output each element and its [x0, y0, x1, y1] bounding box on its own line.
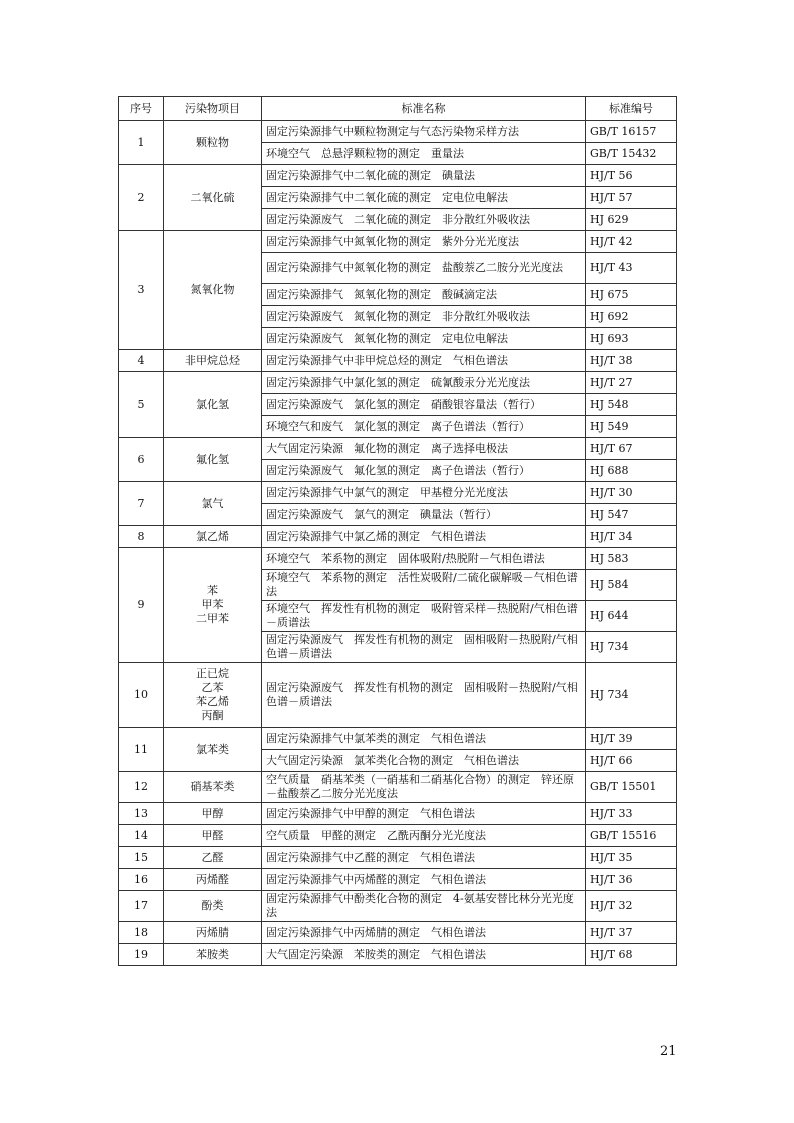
table-row [119, 803, 677, 825]
standard-code: GB/T 15516 [586, 825, 677, 847]
standards-table [118, 96, 677, 966]
standard-code: HJ/T 37 [586, 922, 677, 944]
row-number: 3 [119, 231, 164, 350]
row-number: 10 [119, 663, 164, 728]
pollutant-name: 氯苯类 [196, 742, 229, 756]
table-row [119, 438, 677, 460]
standard-name: 固定污染源排气中氮氧化物的测定 盐酸萘乙二胺分光光度法 [262, 253, 586, 284]
pollutant-name: 颗粒物 [196, 135, 229, 149]
standard-name: 固定污染源废气 氟化氢的测定 离子色谱法（暂行） [262, 460, 586, 482]
pollutant-cell [164, 372, 262, 438]
standard-name: 环境空气 挥发性有机物的测定 吸附管采样－热脱附/气相色谱－质谱法 [262, 601, 586, 632]
standard-code: HJ/T 42 [586, 231, 677, 253]
table-row [119, 372, 677, 394]
header-standard-name: 标准名称 [262, 97, 586, 121]
pollutant-name: 乙醛 [201, 850, 224, 864]
table-row [119, 891, 677, 922]
pollutant-cell [164, 350, 262, 372]
pollutant-cell [164, 825, 262, 847]
row-number: 4 [119, 350, 164, 372]
table-row [119, 922, 677, 944]
standard-code: HJ/T 33 [586, 803, 677, 825]
standard-name: 固定污染源排气中二氧化硫的测定 碘量法 [262, 165, 586, 187]
standard-name: 固定污染源排气中氯乙烯的测定 气相色谱法 [262, 526, 586, 548]
standard-name: 环境空气和废气 氯化氢的测定 离子色谱法（暂行） [262, 416, 586, 438]
row-number: 9 [119, 548, 164, 663]
standard-name: 环境空气 总悬浮颗粒物的测定 重量法 [262, 143, 586, 165]
standard-code: HJ/T 56 [586, 165, 677, 187]
pollutant-cell [164, 772, 262, 803]
standard-name: 固定污染源排气中甲醇的测定 气相色谱法 [262, 803, 586, 825]
pollutant-name: 氯化氢 [196, 397, 229, 411]
pollutant-name: 非甲烷总烃 [185, 353, 240, 367]
pollutant-name: 硝基苯类 [190, 780, 235, 793]
standard-code: HJ 692 [586, 306, 677, 328]
pollutant-name: 甲苯 [201, 598, 224, 611]
pollutant-name: 二甲苯 [196, 612, 229, 625]
row-number: 11 [119, 728, 164, 772]
pollutant-name: 甲醇 [201, 806, 224, 820]
table-row [119, 728, 677, 750]
row-number: 12 [119, 772, 164, 803]
table-row [119, 663, 677, 728]
table-row [119, 548, 677, 570]
standard-name: 固定污染源排气 氮氧化物的测定 酸碱滴定法 [262, 284, 586, 306]
standard-code: HJ/T 32 [586, 891, 677, 922]
table-header-row [119, 97, 677, 121]
standard-name: 固定污染源排气中非甲烷总烃的测定 气相色谱法 [262, 350, 586, 372]
standard-name: 固定污染源废气 挥发性有机物的测定 固相吸附－热脱附/气相色谱－质谱法 [262, 663, 586, 728]
pollutant-cell [164, 663, 262, 728]
table-row [119, 944, 677, 966]
standard-name: 固定污染源排气中二氧化硫的测定 定电位电解法 [262, 187, 586, 209]
pollutant-name: 二氧化硫 [190, 190, 235, 204]
standard-name: 固定污染源排气中氯化氢的测定 硫氰酸汞分光光度法 [262, 372, 586, 394]
pollutant-name: 乙苯 [201, 681, 224, 694]
standard-code: HJ 734 [586, 663, 677, 728]
table-row [119, 772, 677, 803]
pollutant-cell [164, 438, 262, 482]
pollutant-name: 丙烯腈 [196, 925, 229, 939]
standard-name: 固定污染源废气 氯化氢的测定 硝酸银容量法（暂行） [262, 394, 586, 416]
standard-code: HJ/T 27 [586, 372, 677, 394]
pollutant-name: 甲醛 [201, 828, 224, 842]
standard-code: HJ/T 38 [586, 350, 677, 372]
pollutant-cell [164, 548, 262, 663]
standard-code: HJ 584 [586, 570, 677, 601]
standard-name: 固定污染源排气中颗粒物测定与气态污染物采样方法 [262, 121, 586, 143]
pollutant-name: 丙酮 [201, 709, 224, 722]
pollutant-name: 氯乙烯 [196, 529, 229, 543]
row-number: 18 [119, 922, 164, 944]
pollutant-name: 正已烷 [196, 667, 229, 680]
pollutant-cell [164, 482, 262, 526]
standard-code: HJ 693 [586, 328, 677, 350]
pollutant-name: 丙烯醛 [196, 872, 229, 886]
pollutant-name: 氯气 [201, 496, 224, 510]
pollutant-cell [164, 231, 262, 350]
standard-code: HJ/T 43 [586, 253, 677, 284]
standard-name: 固定污染源排气中丙烯醛的测定 气相色谱法 [262, 869, 586, 891]
pollutant-name: 苯乙烯 [196, 695, 229, 708]
table-row [119, 350, 677, 372]
standard-name: 大气固定污染源 苯胺类的测定 气相色谱法 [262, 944, 586, 966]
table-row [119, 825, 677, 847]
pollutant-name: 氟化氢 [196, 452, 229, 466]
row-number: 19 [119, 944, 164, 966]
row-number: 16 [119, 869, 164, 891]
pollutant-name: 氮氧化物 [190, 283, 235, 296]
pollutant-cell [164, 803, 262, 825]
standard-code: HJ/T 57 [586, 187, 677, 209]
standard-code: HJ/T 39 [586, 728, 677, 750]
standard-code: HJ/T 30 [586, 482, 677, 504]
row-number: 17 [119, 891, 164, 922]
pollutant-cell [164, 526, 262, 548]
table-row [119, 526, 677, 548]
row-number: 6 [119, 438, 164, 482]
pollutant-cell [164, 728, 262, 772]
standard-name: 环境空气 苯系物的测定 固体吸附/热脱附－气相色谱法 [262, 548, 586, 570]
header-standard-code: 标准编号 [586, 97, 677, 121]
pollutant-name: 苯 [207, 584, 218, 597]
table-row [119, 847, 677, 869]
standard-code: HJ/T 66 [586, 750, 677, 772]
standard-name: 固定污染源排气中氯气的测定 甲基橙分光光度法 [262, 482, 586, 504]
table-row [119, 121, 677, 143]
standard-name: 固定污染源废气 挥发性有机物的测定 固相吸附－热脱附/气相色谱－质谱法 [262, 632, 586, 663]
standard-name: 固定污染源废气 氯气的测定 碘量法（暂行） [262, 504, 586, 526]
standard-code: HJ 547 [586, 504, 677, 526]
standard-code: HJ 644 [586, 601, 677, 632]
standard-name: 固定污染源排气中酚类化合物的测定 4-氨基安替比林分光光度法 [262, 891, 586, 922]
row-number: 15 [119, 847, 164, 869]
standard-code: HJ/T 67 [586, 438, 677, 460]
standard-code: HJ/T 36 [586, 869, 677, 891]
standard-code: HJ 548 [586, 394, 677, 416]
row-number: 14 [119, 825, 164, 847]
row-number: 7 [119, 482, 164, 526]
standard-name: 固定污染源排气中氯苯类的测定 气相色谱法 [262, 728, 586, 750]
standard-code: HJ/T 35 [586, 847, 677, 869]
pollutant-cell [164, 891, 262, 922]
table-row [119, 165, 677, 187]
standard-code: HJ 734 [586, 632, 677, 663]
table-body [119, 121, 677, 966]
standard-name: 固定污染源排气中氮氧化物的测定 紫外分光光度法 [262, 231, 586, 253]
row-number: 2 [119, 165, 164, 231]
standard-code: HJ/T 34 [586, 526, 677, 548]
standard-code: GB/T 16157 [586, 121, 677, 143]
standard-name: 固定污染源废气 二氧化硫的测定 非分散红外吸收法 [262, 209, 586, 231]
standard-name: 固定污染源排气中丙烯腈的测定 气相色谱法 [262, 922, 586, 944]
standard-code: GB/T 15501 [586, 772, 677, 803]
header-no: 序号 [119, 97, 164, 121]
row-number: 13 [119, 803, 164, 825]
standard-name: 固定污染源废气 氮氧化物的测定 非分散红外吸收法 [262, 306, 586, 328]
row-number: 1 [119, 121, 164, 165]
pollutant-name: 苯胺类 [196, 947, 229, 961]
standard-name: 空气质量 甲醛的测定 乙酰丙酮分光光度法 [262, 825, 586, 847]
standard-code: HJ 629 [586, 209, 677, 231]
standard-name: 固定污染源废气 氮氧化物的测定 定电位电解法 [262, 328, 586, 350]
pollutant-cell [164, 165, 262, 231]
pollutant-cell [164, 121, 262, 165]
standard-code: HJ/T 68 [586, 944, 677, 966]
standard-name: 固定污染源排气中乙醛的测定 气相色谱法 [262, 847, 586, 869]
pollutant-cell [164, 922, 262, 944]
page-number: 21 [660, 1044, 677, 1059]
pollutant-cell [164, 944, 262, 966]
pollutant-cell [164, 869, 262, 891]
standard-code: HJ 675 [586, 284, 677, 306]
pollutant-name: 酚类 [201, 899, 224, 912]
pollutant-cell [164, 847, 262, 869]
standard-name: 大气固定污染源 氯苯类化合物的测定 气相色谱法 [262, 750, 586, 772]
standard-code: HJ 549 [586, 416, 677, 438]
standard-name: 空气质量 硝基苯类（一硝基和二硝基化合物）的测定 锌还原－盐酸萘乙二胺分光光度法 [262, 772, 586, 803]
standard-name: 大气固定污染源 氟化物的测定 离子选择电极法 [262, 438, 586, 460]
table-row [119, 869, 677, 891]
row-number: 5 [119, 372, 164, 438]
standard-code: HJ 688 [586, 460, 677, 482]
row-number: 8 [119, 526, 164, 548]
table-row [119, 231, 677, 253]
standard-code: HJ 583 [586, 548, 677, 570]
table-row [119, 482, 677, 504]
standard-name: 环境空气 苯系物的测定 活性炭吸附/二硫化碳解吸－气相色谱法 [262, 570, 586, 601]
header-pollutant: 污染物项目 [164, 97, 262, 121]
standard-code: GB/T 15432 [586, 143, 677, 165]
